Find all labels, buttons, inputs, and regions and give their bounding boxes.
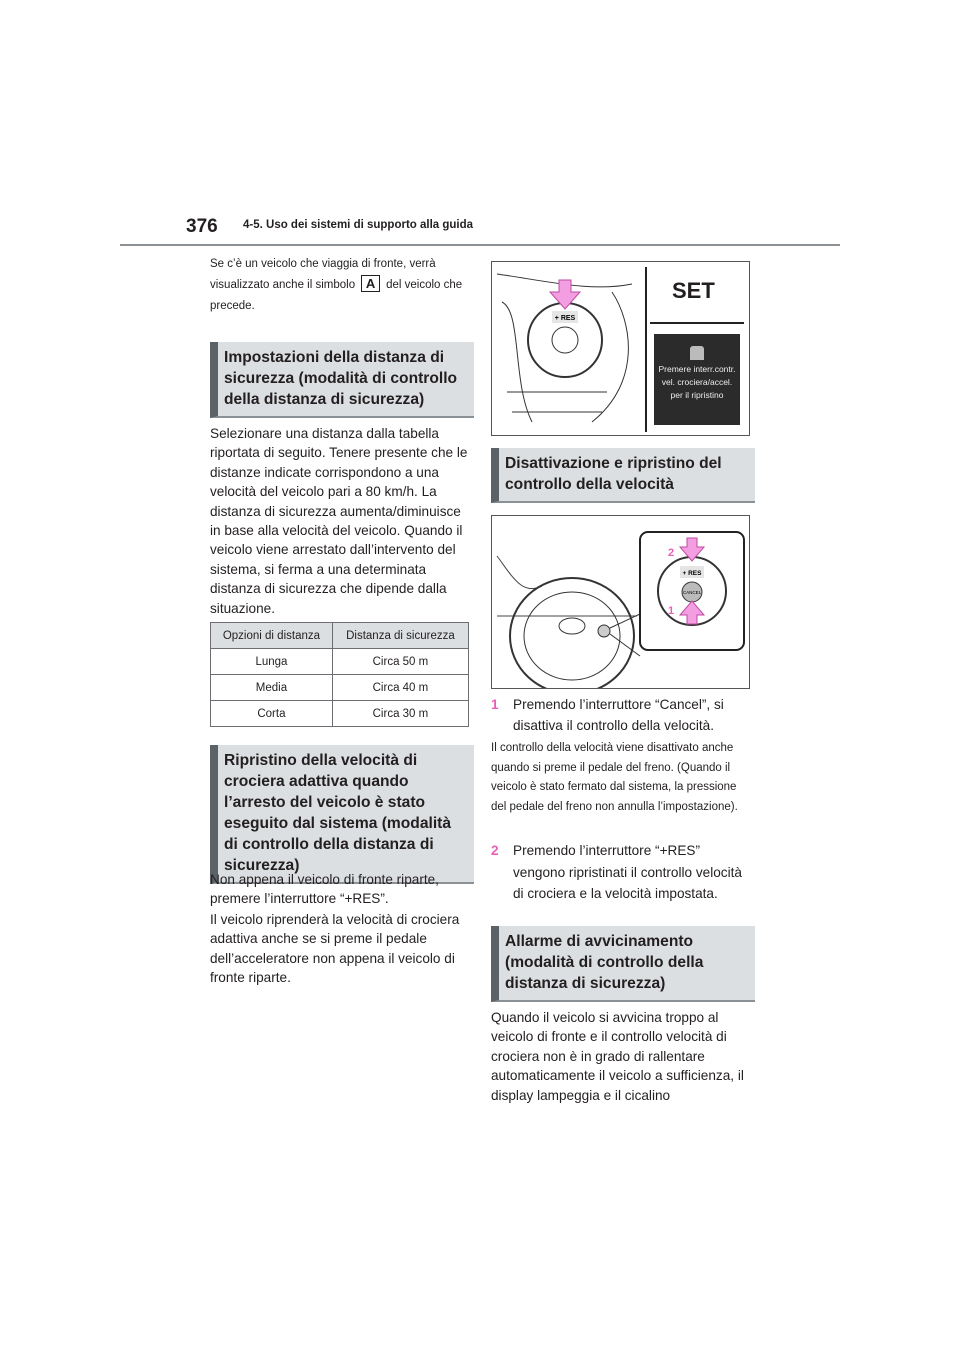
vehicle-symbol-a: A	[361, 275, 380, 292]
step-2	[491, 840, 753, 905]
label-1: 1	[668, 605, 675, 617]
table-cell: Circa 40 m	[332, 675, 468, 701]
heading-distance-settings: Impostazioni della distanza di sicurezza (modalità di controllo della distanza di sicurezza)	[210, 342, 474, 418]
paragraph-approach: Quando il veicolo si avvicina troppo al veicolo di fronte e il controllo velocità di crociera non è in grado di rallentare automaticamente il veicolo a sufficienza, il display lampeggia e il cicalino	[491, 1010, 744, 1103]
display-line: vel. crociera/accel.	[661, 377, 733, 387]
header-rule	[120, 244, 840, 246]
intro-pre: Se c’è un veicolo che viaggia di fronte, verrà visualizzato anche il simbolo	[210, 258, 436, 291]
steering-wheel-illustration	[492, 516, 749, 688]
heading-cancel-resume: Disattivazione e ripristino del controllo della velocità	[491, 448, 755, 503]
table-header: Opzioni di distanza	[211, 623, 333, 649]
cancel-label: CANCEL	[682, 590, 702, 595]
table-cell: Circa 30 m	[332, 701, 468, 727]
step-number: 1	[491, 697, 499, 712]
table-header: Distanza di sicurezza	[332, 623, 468, 649]
table-cell: Corta	[211, 701, 333, 727]
heading-resume: Ripristino della velocità di crociera adattiva quando l’arresto del veicolo è stato eseguito dal sistema (modalità di controllo della distanza di sicurezza)	[210, 745, 474, 884]
paragraph-distance: Selezionare una distanza dalla tabella riportata di seguito. Tenere presente che le distanze indicate corrispondono a una velocità del veicolo pari a 80 km/h. La distanza di sicurezza aumenta/diminuisce in base alla velocità del veicolo. Quando il veicolo viene arrestato dall’intervento del sistema, si ferma a una determinata distanza di sicurezza che dipende dalla situazione.	[210, 426, 468, 616]
table-cell: Media	[211, 675, 333, 701]
step-text: Premendo l’interruttore “+RES” vengono ripristinati il controllo velocità di crociera e la velocità impostata.	[513, 843, 742, 901]
table-cell: Lunga	[211, 649, 333, 675]
table-row	[211, 649, 469, 675]
step-number: 2	[491, 843, 499, 858]
step-text: Premendo l’interruttore “Cancel”, si disattiva il controllo della velocità.	[513, 697, 724, 733]
section-title: 4-5. Uso dei sistemi di supporto alla guida	[243, 219, 474, 231]
figure-cancel-switch	[491, 515, 750, 689]
label-2: 2	[668, 547, 675, 559]
note-brake: Il controllo della velocità viene disattivato anche quando si preme il pedale del freno. (Quando il veicolo è stato fermato dal sistema, la pressione del pedale del freno non annulla l’impostazione).	[491, 742, 738, 813]
set-label: SET	[672, 278, 715, 303]
paragraph-resume: Non appena il veicolo di fronte riparte, premere l’interruttore “+RES”.	[210, 872, 439, 907]
heading-approach-warning: Allarme di avvicinamento (modalità di controllo della distanza di sicurezza)	[491, 926, 755, 1002]
res-label: + RES	[682, 570, 702, 577]
table-row	[211, 675, 469, 701]
figure-set-display	[491, 261, 750, 436]
display-panel	[654, 334, 740, 425]
page-number: 376	[186, 216, 218, 237]
display-line: per il ripristino	[670, 390, 724, 400]
res-label: + RES	[554, 315, 576, 322]
intro-post: del veicolo che precede.	[210, 279, 463, 312]
step-1	[491, 694, 753, 736]
table-row	[211, 701, 469, 727]
intro-text	[210, 254, 472, 317]
paragraph-accelerator: Il veicolo riprenderà la velocità di crociera adattiva anche se si preme il pedale dell’acceleratore non appena il veicolo di fronte riparte.	[210, 912, 460, 986]
distance-table	[210, 622, 469, 727]
vehicle-ahead-icon	[690, 346, 704, 360]
table-cell: Circa 50 m	[332, 649, 468, 675]
display-line: Premere interr.contr.	[658, 364, 736, 374]
